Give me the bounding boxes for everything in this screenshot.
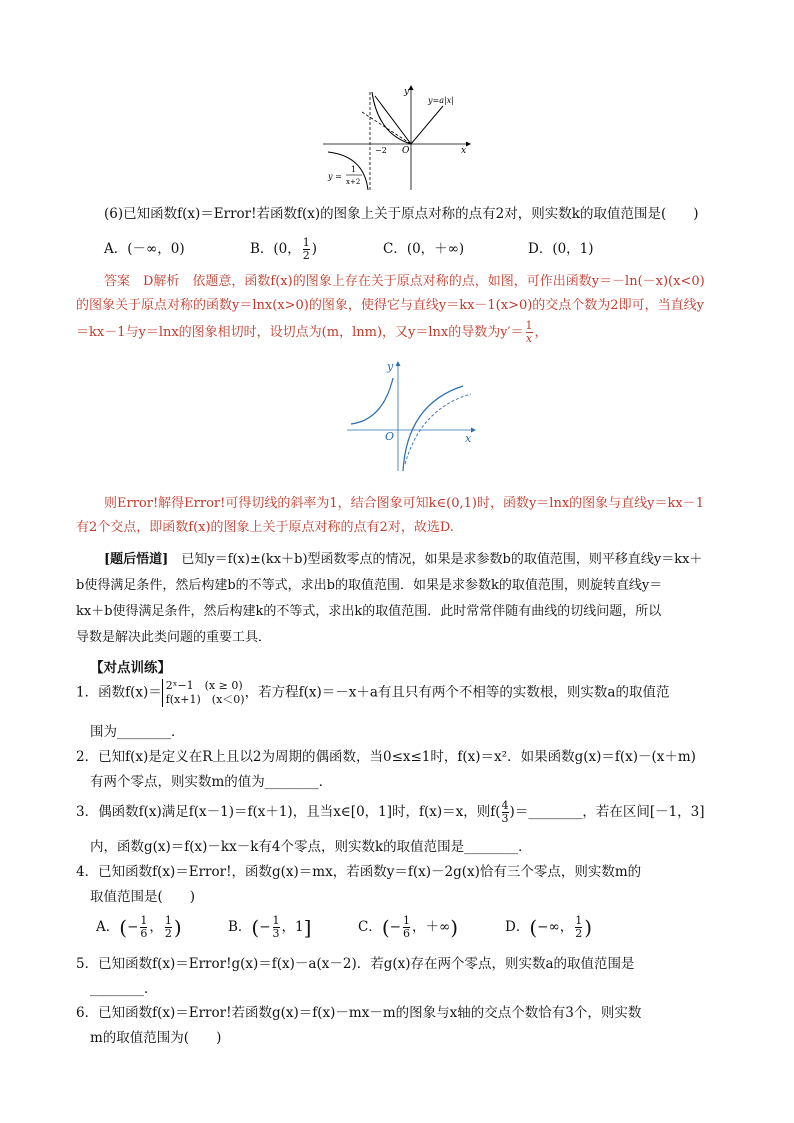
practice-4-option-d: D．(−∞， $\frac{1}{2}$ ) [505,914,593,940]
x-axis-arrow [471,428,476,433]
tick-label-minus-2: −2 [375,146,387,155]
hyperbola-label-den: x+2 [346,178,361,186]
reflection-line-3: kx＋b使得满足条件，然后构建k的不等式，求出k的取值范围．此时常常伴随有曲线的切线问题，所以 [76,604,662,619]
practice-4-line-2: 取值范围是( ) [90,889,196,905]
practice-4-option-b: B．(− $\frac{1}{3}$ ，1] [228,914,312,940]
q6-option-c: C．(0，＋∞) [383,241,465,257]
tangent-dashed-curve [405,394,471,464]
neg-log-curve [351,378,393,424]
practice-2-line-1: 2．已知f(x)是定义在R上且以2为周期的偶函数，当0≤x≤1时，f(x)＝x²．如果函数g(x)＝f(x)－(x＋m) [76,749,696,765]
practice-1-line-1: 1．函数f(x)＝ 2ˣ−1 (x ≥ 0) f(x+1) (x＜0) ，若方程f(x)＝－x＋a有且只有两个不相等的实数根，则实数a的取值范 [76,679,670,706]
reflection-line-2: b使得满足条件，然后构建b的不等式，求出b的取值范围．如果是求参数k的取值范围，则旋转直线y＝ [76,578,663,593]
practice-title: 【对点训练】 [90,660,171,676]
answer-line-2: 的图象关于原点对称的函数y＝lnx(x>0)的图象，使得它与直线y＝kx－1(x>0)的交点个数为2即可，当直线y [76,298,704,313]
figure-2-graph [343,356,483,476]
y-axis-arrow [409,85,414,90]
answer-line-3: ＝kx－1与y＝lnx的图象相切时，设切点为(m，lnm)，又y＝lnx的导数为y′＝ $\frac{1}{x}$ ， [76,319,548,345]
origin-label: O [385,430,395,443]
practice-1-line-2: 围为________． [90,724,185,740]
hyperbola-label-num: 1 [351,165,357,174]
x-axis-label: x [461,146,467,156]
answer-line-5: 有2个交点，即函数f(x)的图象上关于原点对称的点有2对，故选D. [76,520,454,535]
y-axis-arrow [396,361,401,366]
q6-option-d: D．(0，1) [528,241,594,257]
answer-line-1: 答案 D解析 依题意，函数f(x)的图象上存在关于原点对称的点，如图，可作出函数y＝－ln(－x)(x<0) [104,274,705,289]
hyperbola-label-prefix: y = [328,172,342,181]
practice-6-line-2: m的取值范围为( ) [90,1030,222,1046]
practice-5-line-1: 5．已知函数f(x)＝Error!g(x)＝f(x)－a(x－2)．若g(x)存在两个零点，则实数a的取值范围是 [76,956,635,972]
x-axis-label: x [465,432,472,445]
practice-6-line-1: 6．已知函数f(x)＝Error!若函数g(x)＝f(x)－mx－m的图象与x轴的交点个数恰有3个，则实数 [76,1005,642,1021]
practice-2-line-2: 有两个零点，则实数m的值为________． [90,774,333,790]
reflection-line-4: 导数是解决此类问题的重要工具． [76,630,272,645]
q6-option-a: A．(－∞，0) [104,241,185,257]
log-curve [403,386,463,471]
answer-line-4: 则Error!解得Error!可得切线的斜率为1，结合图象可知k∈(0,1)时，函数y＝lnx的图象与直线y＝kx－1 [104,496,704,511]
y-axis-label: y [404,87,410,97]
practice-4-line-1: 4．已知函数f(x)＝Error!，函数g(x)＝mx，若函数y＝f(x)－2g(x)恰有三个零点，则实数m的 [76,864,642,880]
reflection-title: [题后悟道] [104,552,169,567]
y-axis-label: y [387,360,394,373]
abs-curve-label: y=a|x| [428,96,454,105]
practice-4-option-c: C．(− $\frac{1}{6}$ ，＋∞) [358,914,459,940]
origin-label: O [402,146,410,156]
practice-3-line-2: 内，函数g(x)＝f(x)－kx－k有4个零点，则实数k的取值范围是________． [90,839,532,855]
x-axis-arrow [466,142,471,147]
q6-option-b: B．(0， $\frac{1}{2}$ ) [250,236,318,262]
figure-1-graph [318,82,478,194]
q6-stem: (6)已知函数f(x)＝Error!若函数f(x)的图象上关于原点对称的点有2对，则实数k的取值范围是( ) [104,206,699,222]
reflection-line-1: [题后悟道] 已知y＝f(x)±(kx＋b)型函数零点的情况，如果是求参数b的取值范围，则平移直线y＝kx＋ [104,552,703,567]
practice-5-line-2: ________． [90,981,158,997]
practice-3-line-1: 3．偶函数f(x)满足f(x－1)＝f(x＋1)，且当x∈[0，1]时，f(x)＝x，则f( $\frac{4}{3}$ )＝________，若在区间[－1，3] [76,799,705,825]
practice-4-option-a: A．(− $\frac{1}{6}$ ， $\frac{1}{2}$ ) [96,914,182,940]
